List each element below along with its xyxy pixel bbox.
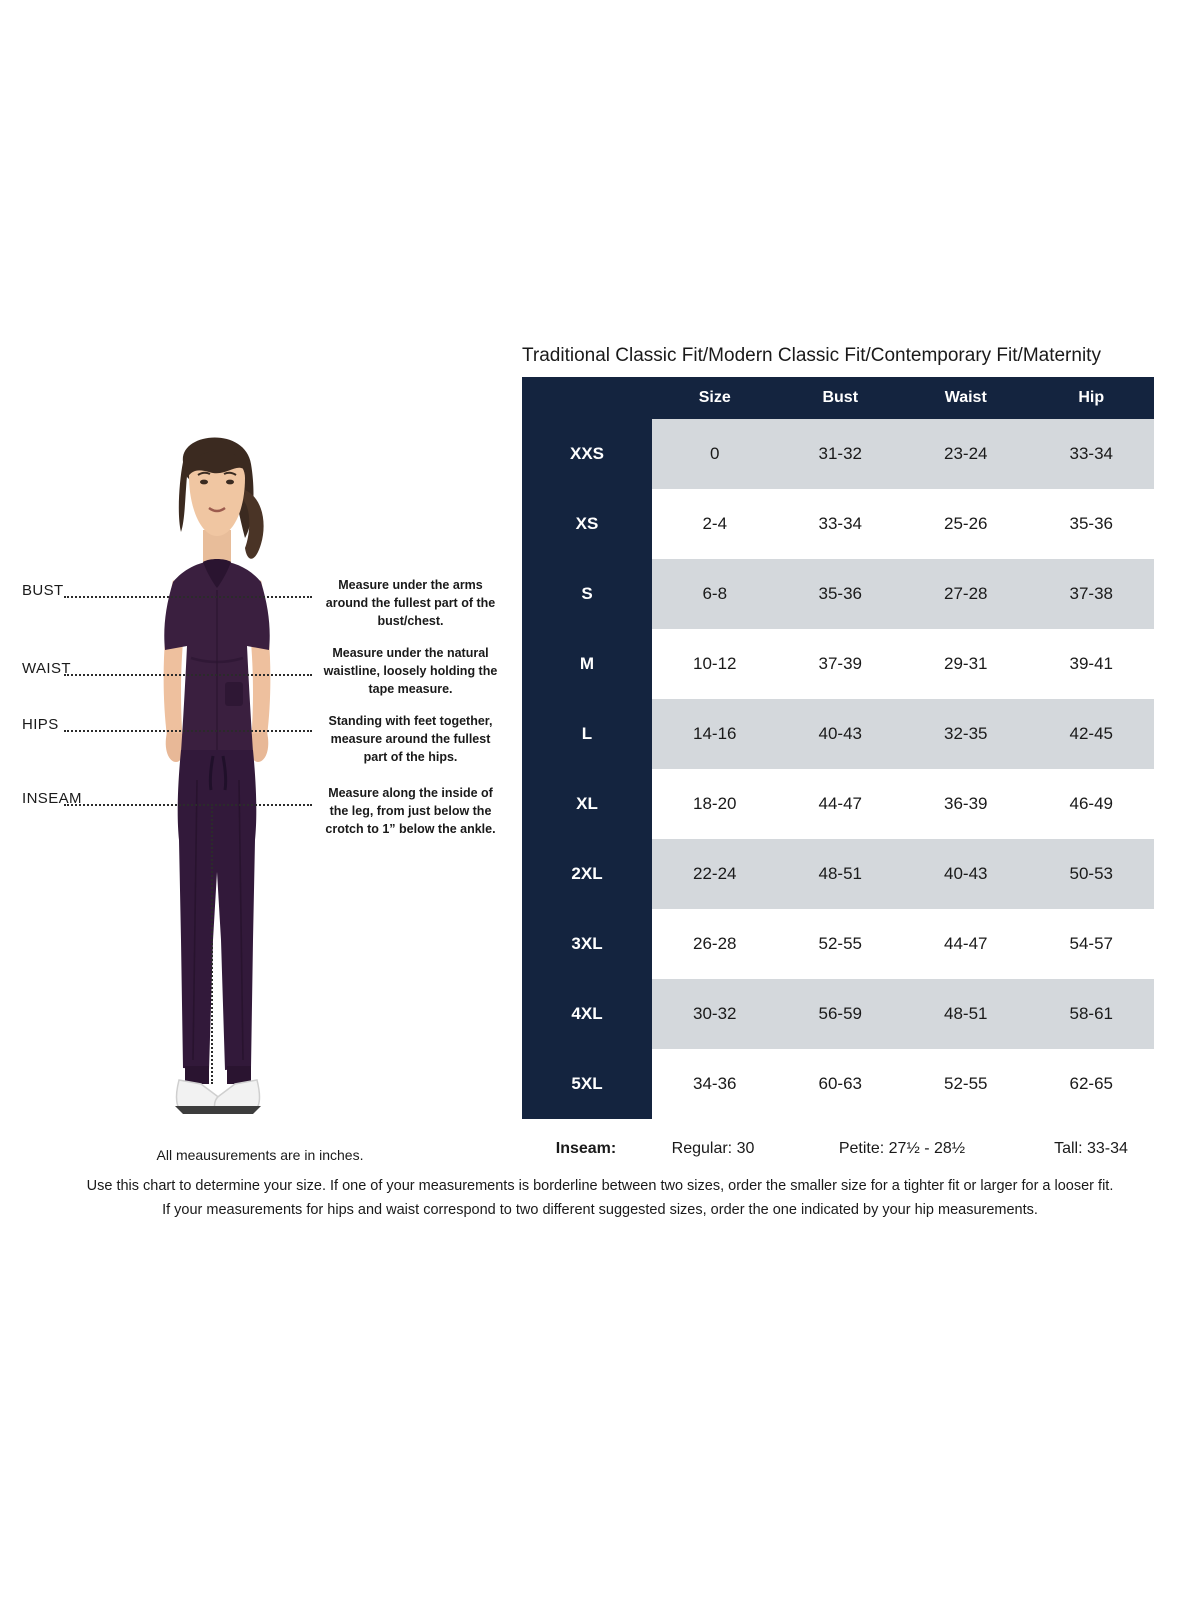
row-label: XL — [522, 769, 652, 839]
cell-waist: 48-51 — [903, 979, 1029, 1049]
cell-size: 10-12 — [652, 629, 778, 699]
row-label: L — [522, 699, 652, 769]
cell-waist: 23-24 — [903, 419, 1029, 489]
cell-bust: 44-47 — [778, 769, 904, 839]
header-size: Size — [652, 377, 778, 419]
waist-guide-line — [64, 674, 312, 676]
cell-hip: 35-36 — [1029, 489, 1155, 559]
row-label: XXS — [522, 419, 652, 489]
cell-size: 22-24 — [652, 839, 778, 909]
cell-waist: 32-35 — [903, 699, 1029, 769]
instruction-inseam: Measure along the inside of the leg, from just below the crotch to 1” below the ankle. — [325, 786, 496, 837]
cell-size: 0 — [652, 419, 778, 489]
inseam-tall: Tall: 33-34 — [1054, 1140, 1128, 1157]
instruction-hips: Standing with feet together, measure around the fullest part of the hips. — [328, 714, 493, 765]
table-row — [522, 769, 1154, 839]
header-bust: Bust — [778, 377, 904, 419]
cell-hip: 42-45 — [1029, 699, 1155, 769]
row-label: S — [522, 559, 652, 629]
inseam-petite: Petite: 27½ - 28½ — [838, 1140, 966, 1157]
inseam-regular: Regular: 30 — [671, 1140, 755, 1157]
chart-title: Traditional Classic Fit/Modern Classic Fit/Contemporary Fit/Maternity — [522, 345, 1101, 366]
label-inseam: INSEAM — [22, 790, 82, 807]
row-label: 4XL — [522, 979, 652, 1049]
cell-hip: 54-57 — [1029, 909, 1155, 979]
instruction-bust: Measure under the arms around the fullest part of the bust/chest. — [325, 578, 496, 629]
table-row — [522, 699, 1154, 769]
usage-notes — [0, 1175, 1200, 1223]
table-row — [522, 979, 1154, 1049]
label-bust: BUST — [22, 582, 64, 599]
cell-waist: 40-43 — [903, 839, 1029, 909]
table-row — [522, 419, 1154, 489]
cell-waist: 29-31 — [903, 629, 1029, 699]
table-row — [522, 489, 1154, 559]
cell-bust: 48-51 — [778, 839, 904, 909]
cell-bust: 52-55 — [778, 909, 904, 979]
table-row — [522, 629, 1154, 699]
cell-size: 26-28 — [652, 909, 778, 979]
cell-bust: 40-43 — [778, 699, 904, 769]
row-label: XS — [522, 489, 652, 559]
inseam-vertical-line — [211, 804, 213, 1084]
label-waist: WAIST — [22, 660, 71, 677]
table-row — [522, 839, 1154, 909]
cell-waist: 25-26 — [903, 489, 1029, 559]
usage-note-line-1: Use this chart to determine your size. If one of your measurements is borderline between two sizes, order the smaller size for a tighter fit or larger for a looser fit. — [86, 1178, 1114, 1194]
table-header-row — [522, 377, 1154, 419]
cell-hip: 33-34 — [1029, 419, 1155, 489]
cell-bust: 35-36 — [778, 559, 904, 629]
size-chart-block — [522, 345, 1154, 1177]
cell-bust: 37-39 — [778, 629, 904, 699]
cell-bust: 33-34 — [778, 489, 904, 559]
row-label: 3XL — [522, 909, 652, 979]
cell-hip: 39-41 — [1029, 629, 1155, 699]
cell-size: 6-8 — [652, 559, 778, 629]
label-hips: HIPS — [22, 716, 59, 733]
cell-hip: 46-49 — [1029, 769, 1155, 839]
size-chart-table — [522, 377, 1154, 1119]
cell-bust: 56-59 — [778, 979, 904, 1049]
header-blank — [522, 377, 652, 419]
cell-hip: 62-65 — [1029, 1049, 1155, 1119]
usage-note-line-2: If your measurements for hips and waist correspond to two different suggested sizes, order the one indicated by your hip measurements. — [162, 1201, 1038, 1218]
cell-bust: 31-32 — [778, 419, 904, 489]
table-row — [522, 559, 1154, 629]
bust-guide-line — [64, 596, 312, 598]
header-hip: Hip — [1029, 377, 1155, 419]
inseam-label: Inseam: — [555, 1140, 617, 1157]
inseam-guide-line — [64, 804, 312, 806]
inseam-row — [522, 1121, 1154, 1177]
cell-size: 18-20 — [652, 769, 778, 839]
cell-bust: 60-63 — [778, 1049, 904, 1119]
cell-waist: 44-47 — [903, 909, 1029, 979]
cell-hip: 58-61 — [1029, 979, 1155, 1049]
cell-waist: 36-39 — [903, 769, 1029, 839]
cell-size: 14-16 — [652, 699, 778, 769]
cell-hip: 50-53 — [1029, 839, 1155, 909]
cell-hip: 37-38 — [1029, 559, 1155, 629]
table-row — [522, 1049, 1154, 1119]
table-row — [522, 909, 1154, 979]
header-waist: Waist — [903, 377, 1029, 419]
units-note: All meausurements are in inches. — [156, 1147, 364, 1163]
cell-waist: 52-55 — [903, 1049, 1029, 1119]
row-label: M — [522, 629, 652, 699]
hips-guide-line — [64, 730, 312, 732]
row-label: 2XL — [522, 839, 652, 909]
cell-waist: 27-28 — [903, 559, 1029, 629]
measurement-figure — [0, 400, 520, 1200]
instruction-waist: Measure under the natural waistline, loosely holding the tape measure. — [323, 646, 498, 697]
cell-size: 34-36 — [652, 1049, 778, 1119]
row-label: 5XL — [522, 1049, 652, 1119]
cell-size: 2-4 — [652, 489, 778, 559]
cell-size: 30-32 — [652, 979, 778, 1049]
